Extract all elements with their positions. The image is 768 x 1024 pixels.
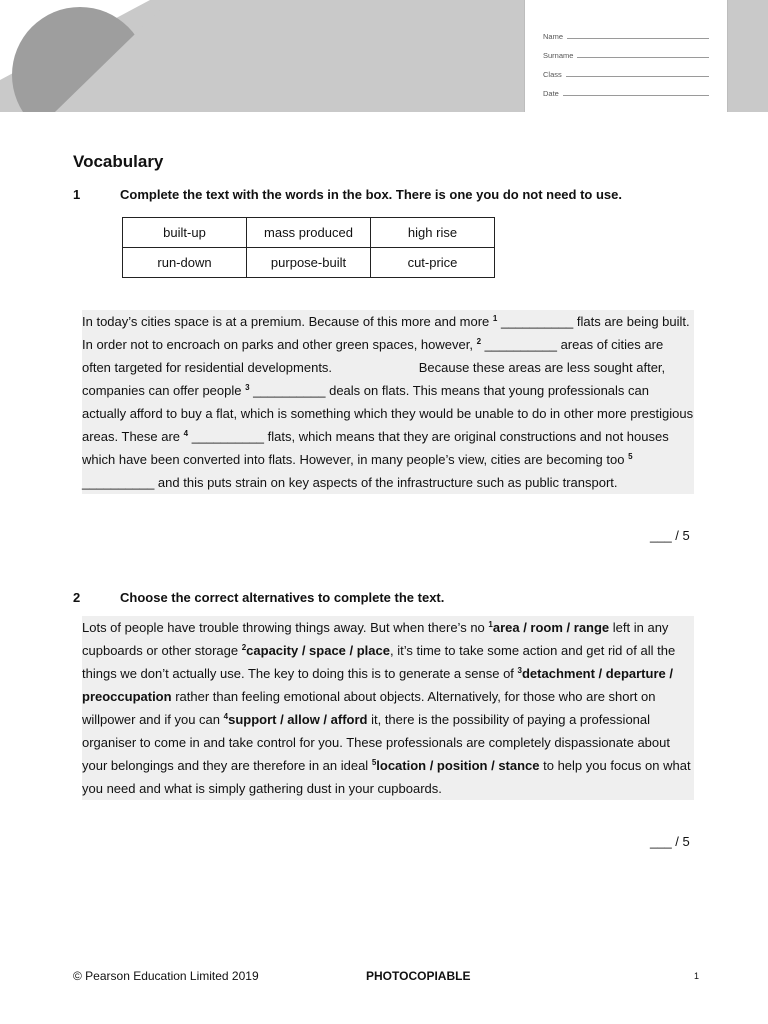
page-number: 1 <box>694 971 700 981</box>
gap-4[interactable]: __________ <box>191 429 265 444</box>
alternatives-5[interactable]: location / position / stance <box>376 758 540 773</box>
word-box-cell: run-down <box>123 248 247 278</box>
student-info-box <box>524 0 728 112</box>
word-box-cell: cut-price <box>371 248 495 278</box>
word-box-cell: mass produced <box>247 218 371 248</box>
question-2-passage: Lots of people have trouble throwing things away. But when there’s no $^1$area / room / range left in any cupboards or other storage $^2$capacity / space / place, it’s time to take some action and get rid of all the things we don’t actually use. The key to doing this is to generate a sense of $^3$detachment / departure / preoccupation rather than feeling emotional about objects. Alternatively, for those who are short on willpower and if you can $^4$support / allow / afford it, there is the possibility of paying a professional organiser to come in and take control for you. These professionals are completely dispassionate about your belongings and they are therefore in an ideal $^5$location / position / stance to help you focus on what you need and what is simply gathering dust in your cupboards. <box>82 616 694 800</box>
word-box-cell: purpose-built <box>247 248 371 278</box>
gap-1[interactable]: __________ <box>500 314 574 329</box>
photocopiable-label: PHOTOCOPIABLE <box>366 969 471 983</box>
name-field[interactable]: Name <box>543 27 709 41</box>
question-1-score: ___ / 5 <box>650 528 690 543</box>
alternatives-4[interactable]: support / allow / afford <box>228 712 368 727</box>
word-box-cell: high rise <box>371 218 495 248</box>
alternatives-1[interactable]: area / room / range <box>492 620 610 635</box>
surname-field[interactable]: Surname <box>543 46 709 60</box>
gap-5[interactable]: __________ <box>82 475 155 490</box>
question-1-instruction: Complete the text with the words in the box. There is one you do not need to use. <box>120 187 622 202</box>
word-box-cell: built-up <box>123 218 247 248</box>
class-field[interactable]: Class <box>543 65 709 79</box>
word-box <box>122 217 495 278</box>
gap-3[interactable]: __________ <box>253 383 326 398</box>
alternatives-2[interactable]: capacity / space / place <box>246 643 390 658</box>
question-1-passage: In today’s cities space is at a premium. Because of this more and more $^1$ __________ flats are being built. In order not to encroach on parks and other green spaces, however, $^2$ __________ areas of cities are often targeted for residential developments. Because these areas are less sought after, companies can offer people $^3$ __________ deals on flats. This means that young professionals can actually afford to buy a flat, which is something which they would be unable to do in other more prestigious areas. These are $^4$ __________ flats, which means that they are original constructions and not houses which have been converted into flats. However, in many people’s view, cities are becoming too $^5$ __________ and this puts strain on key aspects of the infrastructure such as public transport. <box>82 310 694 494</box>
question-2-number: 2 <box>73 590 81 605</box>
question-2-instruction: Choose the correct alternatives to complete the text. <box>120 590 445 605</box>
section-title: Vocabulary <box>73 152 164 171</box>
copyright-notice: © Pearson Education Limited 2019 <box>73 969 259 983</box>
question-2-score: ___ / 5 <box>650 834 690 849</box>
date-field[interactable]: Date <box>543 84 709 98</box>
question-1-number: 1 <box>73 187 81 202</box>
alternatives-3[interactable]: detachment / departure / preoccupation <box>82 666 673 704</box>
gap-2[interactable]: __________ <box>484 337 557 352</box>
